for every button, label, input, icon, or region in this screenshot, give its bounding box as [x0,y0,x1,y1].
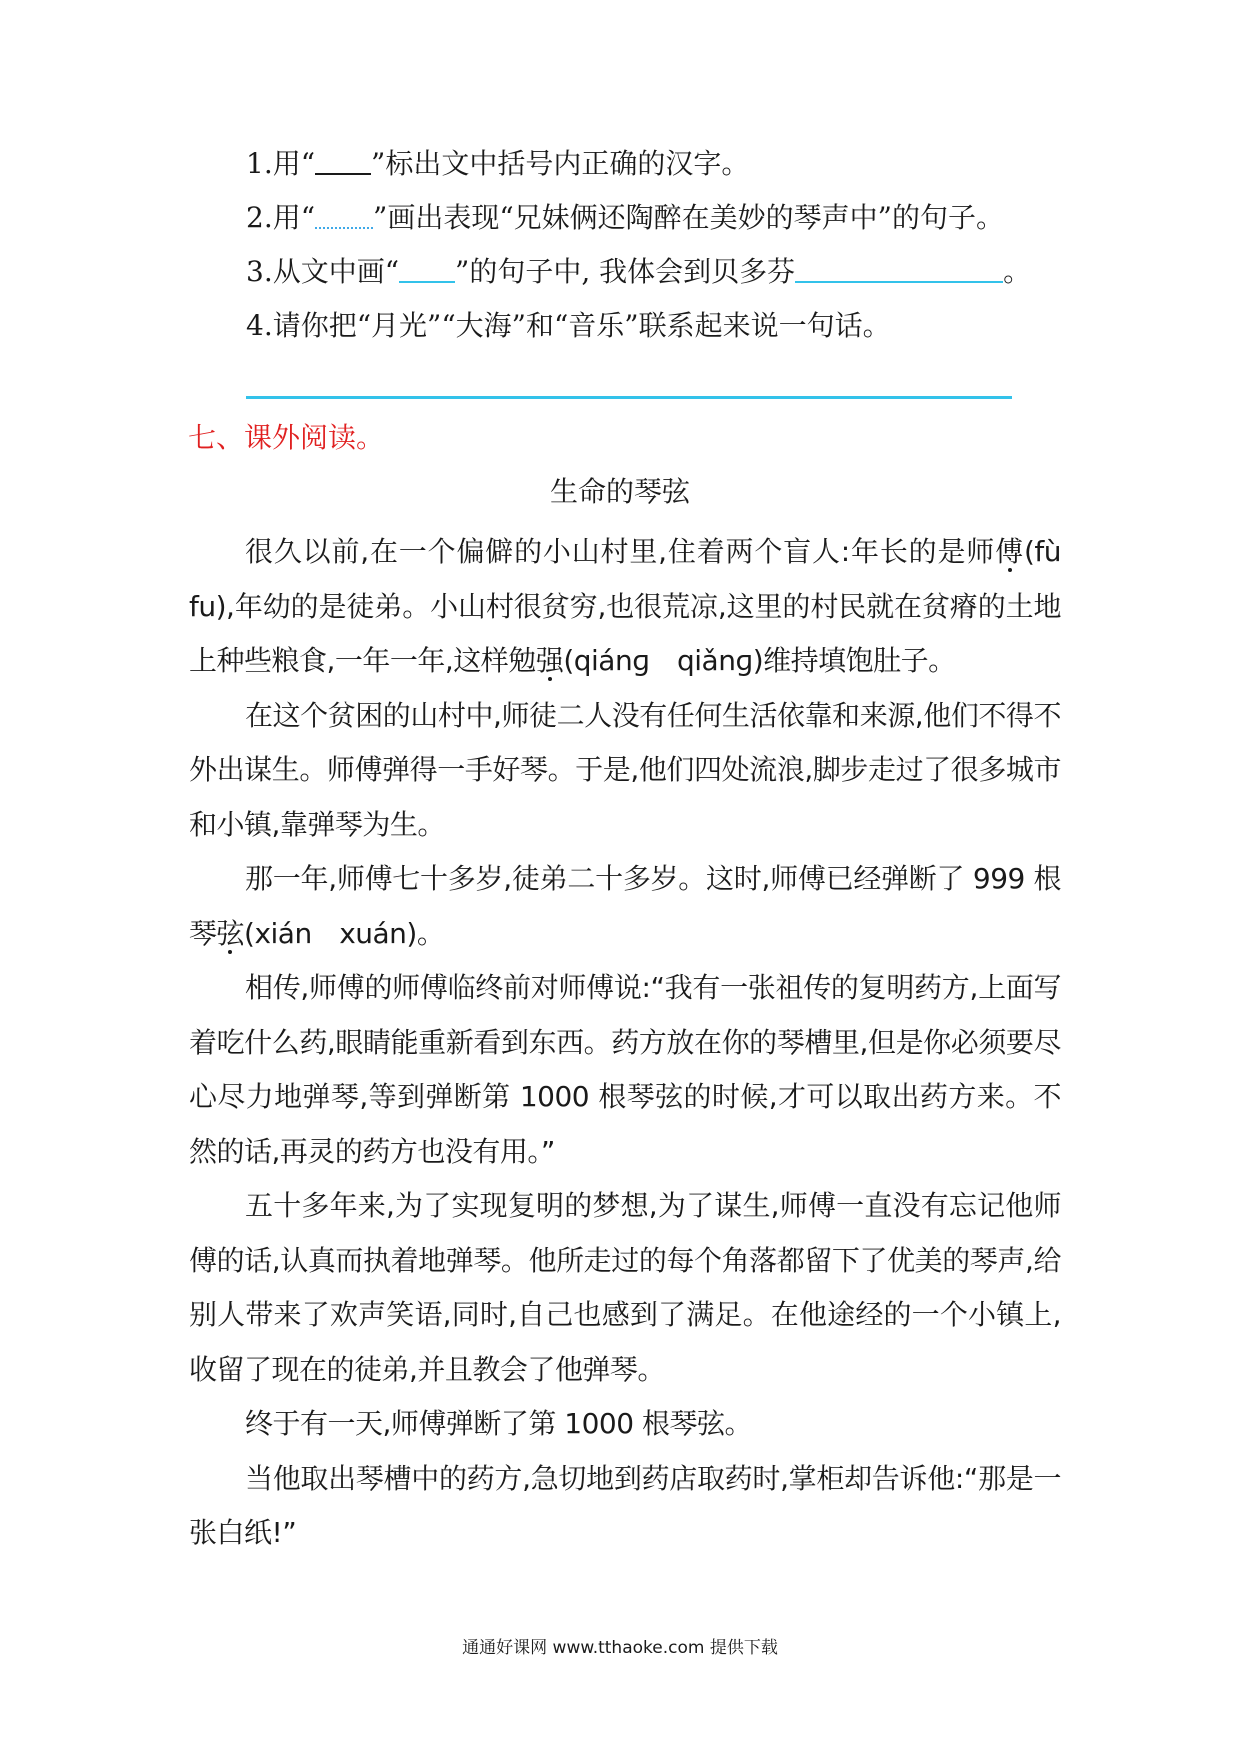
passage-paragraph-2: 在这个贫困的山村中,师徒二人没有任何生活依靠和来源,他们不得不外出谋生。师傅弹得一手好琴。于是,他们四处流浪,脚步走过了很多城市和小镇,靠弹琴为生。 [189,698,1061,841]
question-4-text: 请你把“月光”“大海”和“音乐”联系起来说一句话。 [272,309,891,342]
paragraph-1-text-a: 很久以前,在一个偏僻的小山村里,住着两个盲人:年长的是师 [245,535,996,568]
question-1-text-before: 用“ [272,147,316,180]
question-2-text-after: ”画出表现“兄妹俩还陶醉在美妙的琴声中”的句子。 [373,201,1004,234]
question-3-number: 3. [246,255,273,288]
passage-title: 生命的琴弦 [549,475,690,508]
question-1-number: 1. [246,147,273,180]
reading-passage [189,525,1089,1561]
dotted-character-xian: 弦 [216,916,245,950]
question-3-answer-blank[interactable] [795,279,1003,283]
question-3-text-before: 从文中画“ [272,255,400,288]
passage-paragraph-5: 五十多年来,为了实现复明的梦想,为了谋生,师傅一直没有忘记他师傅的话,认真而执着地弹琴。他所走过的每个角落都留下了优美的琴声,给别人带来了欢声笑语,同时,自己也感到了满足。在他途经的一个小镇上,收留了现在的徒弟,并且教会了他弹琴。 [189,1189,1061,1386]
section-title: 七、课外阅读。 [188,421,385,454]
passage-paragraph-3 [189,852,1061,961]
question-3-text-after: 。 [1003,255,1032,288]
passage-paragraph-6: 终于有一天,师傅弹断了第 1000 根琴弦。 [245,1407,752,1440]
passage-paragraph-4: 相传,师傅的师傅临终前对师傅说:“我有一张祖传的复明药方,上面写着吃什么药,眼睛能重新看到东西。药方放在你的琴槽里,但是你必须要尽心尽力地弹琴,等到弹断第 1000 根琴弦的时候,才可以取出药方来。不然的话,再灵的药方也没有用。” [189,971,1061,1168]
passage-paragraph-7: 当他取出琴槽中的药方,急切地到药店取药时,掌柜却告诉他:“那是一张白纸!” [189,1461,1061,1549]
question-2-number: 2. [246,201,273,234]
question-3-text-middle: ”的句子中, 我体会到贝多芬 [455,255,796,288]
question-1 [246,144,749,184]
paragraph-1-text-b: (fù fu),年幼的是徒弟。小山村很贫穷,也很荒凉,这里的村民就在贫瘠的土地上种些粮食,一年一年,这样勉 [189,535,1089,677]
question-4-answer-line[interactable] [246,396,1012,399]
question-1-text-after: ”标出文中括号内正确的汉字。 [371,147,750,180]
wavy-underline-mark [315,225,373,229]
dotted-character-fu: 傅 [995,535,1024,568]
question-4 [246,306,891,346]
paragraph-3-text-b: (xián xuán)。 [244,916,445,950]
question-2 [246,198,1004,238]
question-3-mark-blank [399,279,455,283]
footer-text: 通通好课网 www.tthaoke.com 提供下载 [462,1638,778,1658]
paragraph-3-text-a: 那一年,师傅七十多岁,徒弟二十多岁。这时,师傅已经弹断了 999 根琴 [189,862,1061,950]
question-4-number: 4. [246,309,273,342]
dotted-character-qiang: 强 [535,644,564,677]
paragraph-1-text-c: (qiánɡ qiǎnɡ)维持填饱肚子。 [563,644,956,677]
straight-underline-mark [315,171,371,175]
question-3 [246,252,1031,292]
passage-paragraph-1 [189,525,1089,689]
question-2-text-before: 用“ [272,201,316,234]
